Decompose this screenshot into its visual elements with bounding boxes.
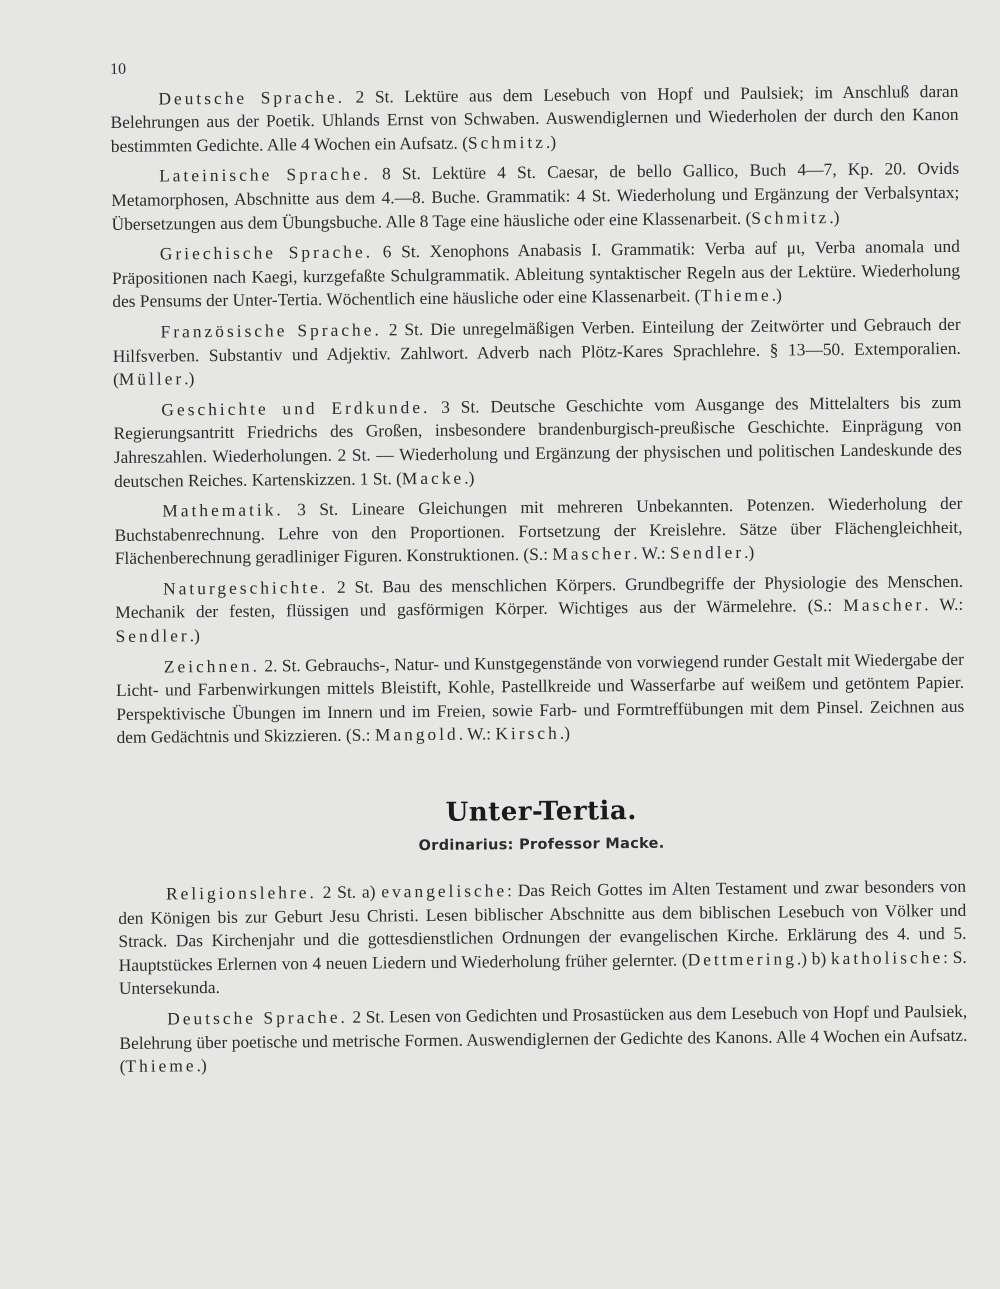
teacher-name: Thieme — [700, 285, 772, 306]
paragraph-text: . W.: — [633, 542, 671, 564]
teacher-name: Mascher — [552, 543, 634, 565]
paragraph-lateinische-sprache — [111, 157, 960, 236]
paragraph-mathematik — [114, 492, 963, 571]
subject-heading: Griechische Sprache. — [159, 241, 374, 264]
paragraph-text: 2 St. a) — [316, 881, 382, 903]
paren-open: ( — [462, 132, 469, 153]
paragraph-text: 3 St. Lineare Gleichungen mit mehreren Unbekannten. Potenzen. Wiederholung der Buchstabenrechnung. Lehre von den Proportionen. Fortsetzung der Kreislehre. Sätze über Flächengleichheit, Flächenberechnung geradliniger Figuren. Konstruktionen. (S.: — [114, 492, 963, 569]
page-number: 10 — [110, 60, 127, 78]
paragraph-naturgeschichte — [115, 570, 964, 649]
subject-heading: Französische Sprache. — [160, 319, 382, 342]
paren-open: ( — [395, 467, 402, 488]
paragraph-text: 2 St. Lesen von Gedichten und Prosastücken aus dem Lesebuch von Hopf und Paulsiek, Belehrung über poetische und metrische Formen. Auswendiglernen der Gedichte des Kanons. Alle 4 Wochen ein Aufsatz. ( — [119, 1000, 968, 1077]
paragraph-deutsche-sprache-ut — [119, 1000, 968, 1079]
paren-close: .) — [184, 368, 195, 389]
paragraph-text: 2 St. Die unregelmäßigen Verben. Einteilung der Zeitwörter und Gebrauch der Hilfsverben. Substantiv und Adjektiv. Zahlwort. Adverb nach Plötz-Kares Sprachlehre. § 13—50. Extemporalien. — [112, 313, 961, 366]
paren-close: .) — [545, 131, 557, 152]
paragraph-geschichte-erdkunde — [113, 391, 962, 494]
paren-close: .) — [196, 1055, 207, 1076]
paren-close: .) — [743, 542, 755, 563]
paragraph-text: 2 St. Lektüre aus dem Lesebuch von Hopf und Paulsiek; im Anschluß daran Belehrungen aus der Poetik. Uhlands Ernst von Schwaben. Auswendiglernen und Wiederholen der durch den Kanon bestimmten Gedichte. Alle 4 Wochen ein Aufsatz. — [110, 80, 959, 156]
subject-heading: Geschichte und Erdkunde. — [161, 396, 431, 420]
paren-open: ( — [745, 207, 752, 228]
paragraph-text: : S. Untersekunda. — [118, 946, 967, 999]
paren-open: ( — [694, 285, 701, 306]
paragraph-text: . W.: — [924, 594, 964, 615]
teacher-name: Dettmering — [687, 948, 797, 970]
teacher-name: Sendler — [669, 542, 745, 563]
teacher-name: Mangold — [374, 724, 459, 745]
section-subtitle: Ordinarius: Professor Macke. — [418, 835, 665, 855]
paragraph-text: 8 St. Lektüre 4 St. Caesar, de bello Gallico, Buch 4—7, Kp. 20. Ovids Metamorphosen, Abschnitte aus dem 4.—8. Buche. Grammatik: 4 St. Wiederholung und Ergänzung der Verbalsyntax; Übersetzungen aus dem Übungsbuche. Alle 8 Tage eine häusliche oder eine Klassenarbeit. — [111, 158, 960, 234]
teacher-name: Sendler — [115, 625, 190, 647]
teacher-name: Schmitz — [751, 206, 830, 228]
teacher-name: Schmitz — [467, 131, 547, 153]
teacher-name: Kirsch — [495, 723, 560, 744]
denomination-label: evangelische — [381, 880, 508, 902]
paren-close: .) — [464, 467, 475, 488]
paragraph-text: 2. St. Gebrauchs-, Natur- und Kunstgegenstände von vorwiegend runder Gestalt mit Wiedergabe der Licht- und Farbenwirkungen mittels Bleistift, Kohle, Pastellkreide und Wasserfarbe auf weißem und getöntem Papier. Perspektivische Übungen im Innern und im Freien, sowie Farb- und Formtreffübungen mit dem Pinsel. Zeichnen aus dem Gedächtnis und Skizzieren. (S.: — [115, 648, 965, 748]
teacher-name: Mascher — [843, 594, 925, 616]
paragraph-text: 2 St. Bau des menschlichen Körpers. Grundbegriffe der Physiologie des Menschen. Mechanik der festen, flüssigen und gasförmigen Körper. Wichtiges aus der Wärmelehre. (S.: — [115, 570, 964, 623]
paren-close: .) — [189, 625, 200, 646]
paragraph-zeichnen — [116, 647, 965, 750]
page-content — [110, 50, 968, 1086]
teacher-name: Thieme — [125, 1055, 197, 1077]
subject-heading: Naturgeschichte. — [162, 576, 329, 599]
subject-heading: Deutsche Sprache. — [167, 1006, 348, 1029]
subject-heading: Religionslehre. — [165, 882, 317, 904]
teacher-name: Müller — [118, 368, 185, 390]
subject-heading: Deutsche Sprache. — [158, 86, 346, 109]
teacher-name: Macke — [401, 467, 465, 488]
paren-close: .) — [771, 284, 782, 306]
paragraph-text: 3 St. Deutsche Geschichte vom Ausgange des Mittelalters bis zum Regierungsantritt Friedrichs des Großen, insbesondere brandenburgisch-preußische Geschichte. Einprägung von Jahreszahlen. Wiederholungen. 2 St. — Wiederholung und Ergänzung der physischen und politischen Landeskunde des deutschen Reiches. Kartenskizzen. 1 St. — [113, 391, 962, 491]
paragraph-deutsche-sprache — [110, 79, 959, 158]
paragraph-griechische-sprache — [112, 235, 961, 314]
paragraph-religionslehre — [118, 875, 967, 1001]
paragraph-text: : Das Reich Gottes im Alten Testament und zwar besonders von den Königen bis zur Geburt Jesu Christi. Lesen biblischer Abschnitte aus dem biblischen Lesebuch von Völker und Strack. Das Kirchenjahr und die gottesdienstlichen Ordnungen der evangelischen Kirche. Erklärung des 4. und 5. Hauptstückes Erlernen von 4 neuen Liedern und Wiederholung früher gelernter. ( — [118, 875, 967, 975]
subject-heading: Zeichnen. — [163, 655, 260, 677]
paragraph-franzoesische-sprache — [113, 313, 962, 392]
paren-close: .) — [559, 723, 571, 744]
paren-open: ( — [112, 369, 119, 390]
paren-close: .) — [829, 206, 840, 227]
paragraph-text: .) b) — [796, 947, 832, 969]
subject-heading: Lateinische Sprache. — [159, 163, 371, 186]
subject-heading: Mathematik. — [162, 499, 284, 521]
section-title: Unter-Tertia. — [445, 796, 638, 828]
denomination-label: katholische — [830, 946, 944, 968]
paragraph-text: 6 St. Xenophons Anabasis I. Grammatik: Verba auf μι, Verba anomala und Präpositionen nach Kaegi, kurzgefaßte Schulgrammatik. Ableitung syntaktischer Regeln aus der Lektüre. Wiederholung des Pensums der Unter-Tertia. Wöchentlich eine häusliche oder eine Klassenarbeit. — [112, 236, 961, 312]
paragraph-text: . W.: — [458, 723, 496, 745]
